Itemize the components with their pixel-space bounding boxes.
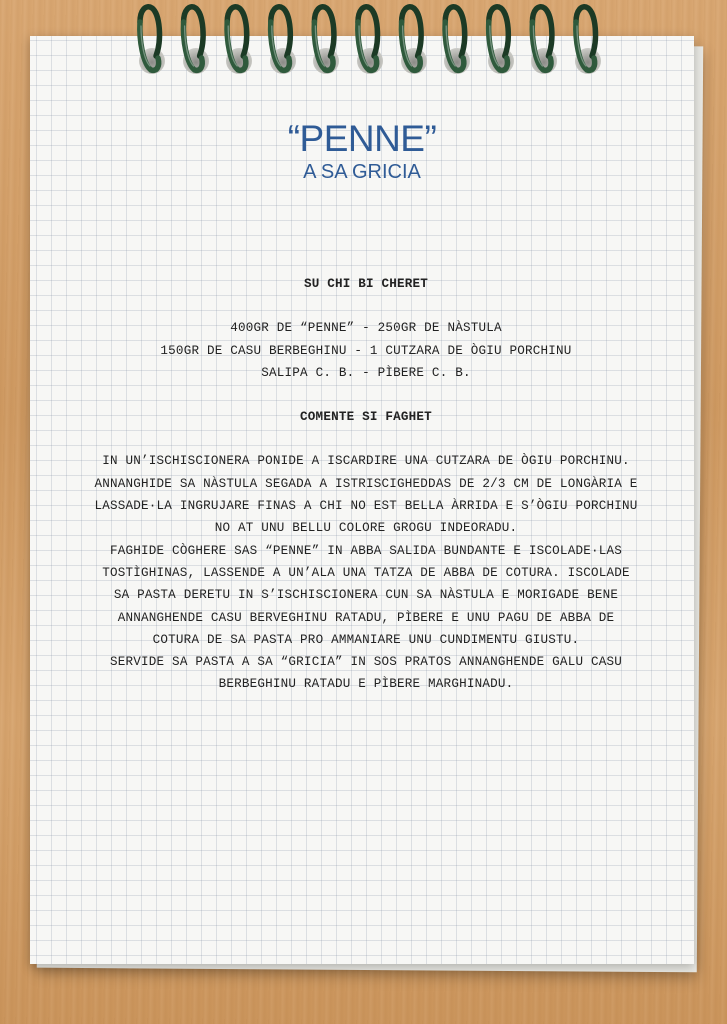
- method-heading: COMENTE SI FAGHET: [300, 410, 432, 425]
- method-line: SA PASTA DERETU IN S’ISCHISCIONERA CUN SA NÀSTULA E MORIGADE BENE: [113, 588, 619, 603]
- recipe-title: “PENNE”: [287, 118, 437, 159]
- spiral-ring: [271, 7, 291, 71]
- recipe-subtitle: A SA GRICIA: [303, 161, 421, 183]
- ingredient-line: SALIPA C. B. - PÌBERE C. B.: [261, 365, 471, 380]
- method-line: IN UN’ISCHISCIONERA PONIDE A ISCARDIRE UNA CUTZARA DE ÒGIU PORCHINU.: [102, 454, 630, 469]
- method-line: SERVIDE SA PASTA A SA “GRICIA” IN SOS PRATOS ANNANGHENDE GALU CASU: [110, 655, 622, 670]
- method-line: BERBEGHINU RATADU E PÌBERE MARGHINADU.: [218, 677, 514, 692]
- spiral-ring: [227, 7, 247, 71]
- spiral-ring: [576, 7, 596, 71]
- method-line: ANNANGHENDE CASU BERVEGHINU RATADU, PÌBERE E UNU PAGU DE ABBA DE: [117, 610, 615, 625]
- ingredient-line: 150GR DE CASU BERBEGHINU - 1 CUTZARA DE ÒGIU PORCHINU: [160, 343, 572, 358]
- spiral-ring: [532, 7, 552, 71]
- ingredient-line: 400GR DE “PENNE” - 250GR DE NÀSTULA: [230, 321, 502, 336]
- spiral-ring: [183, 7, 203, 71]
- spiral-ring: [314, 7, 334, 71]
- spiral-ring: [140, 7, 160, 71]
- method-line: FAGHIDE CÒGHERE SAS “PENNE” IN ABBA SALIDA BUNDANTE E ISCOLADE·LAS: [110, 543, 622, 558]
- spiral-ring: [358, 7, 378, 71]
- spiral-ring: [401, 7, 421, 71]
- method-line: LASSADE·LA INGRUJARE FINAS A CHI NO EST BELLA ÀRRIDA E S’ÒGIU PORCHINU: [94, 499, 638, 514]
- spiral-ring: [489, 7, 509, 71]
- spiral-binding: [0, 0, 727, 80]
- recipe-header: [30, 118, 694, 184]
- ingredients-heading: SU CHI BI CHERET: [303, 277, 429, 291]
- method-line: TOSTÌGHINAS, LASSENDE A UN’ALA UNA TATZA DE ABBA DE COTURA. ISCOLADE: [102, 565, 630, 580]
- method-line: NO AT UNU BELLU COLORE GROGU INDEORADU.: [214, 521, 518, 536]
- method-line: ANNANGHIDE SA NÀSTULA SEGADA A ISTRISCIGHEDDAS DE 2/3 CM DE LONGÀRIA E: [94, 476, 638, 491]
- recipe-body: [66, 273, 666, 696]
- spiral-ring: [445, 7, 465, 71]
- method-line: COTURA DE SA PASTA PRO AMMANIARE UNU CUNDIMENTU GIUSTU.: [152, 632, 580, 647]
